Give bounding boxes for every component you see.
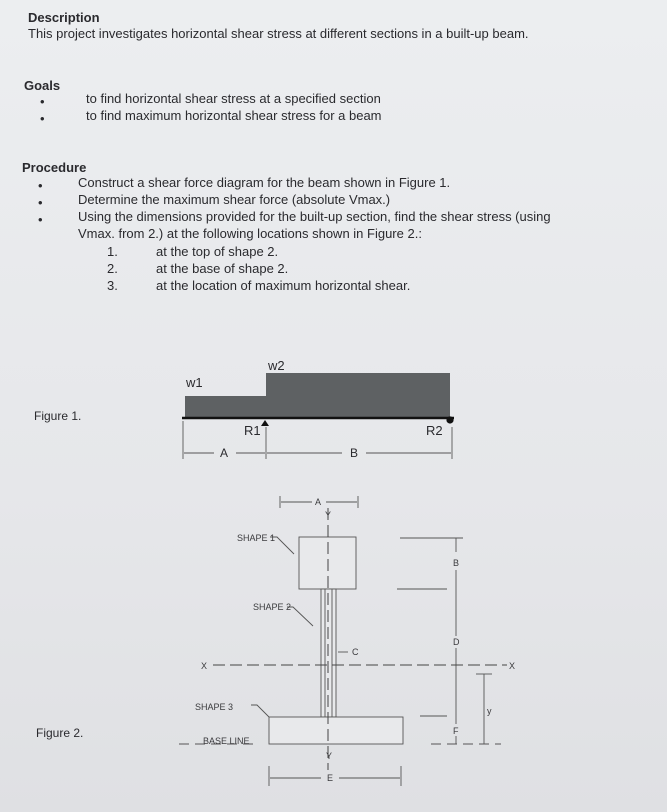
base-line-label: BASE LINE	[203, 736, 250, 746]
dim-y-label: y	[487, 706, 492, 716]
dim-a-label: A	[220, 446, 229, 460]
figure-2-label: Figure 2.	[36, 726, 84, 740]
shape-2-label: SHAPE 2	[253, 602, 292, 612]
r2-label: R2	[426, 423, 443, 438]
load-w1-block	[185, 396, 268, 417]
procedure-item-1: Construct a shear force diagram for the beam shown in Figure 1.	[78, 175, 451, 190]
shape-3-label: SHAPE 3	[195, 702, 234, 712]
x-axis-right-label: X	[509, 661, 516, 671]
goals-bullet: •	[40, 111, 45, 126]
y-axis-top-label: Y	[325, 510, 332, 520]
dim-a-label: A	[315, 497, 322, 507]
load-w2-block	[266, 373, 450, 417]
sub-item-number: 1.	[107, 244, 118, 259]
dim-d-label: D	[453, 637, 460, 647]
dim-e-label: E	[327, 773, 334, 783]
sub-item-text: at the base of shape 2.	[156, 261, 289, 276]
support-r2-icon	[446, 416, 453, 423]
figure-1-beam-diagram	[170, 345, 470, 470]
procedure-item-3: Using the dimensions provided for the built-up section, find the shear stress (using	[78, 209, 551, 224]
sub-item-number: 2.	[107, 261, 118, 276]
goals-heading: Goals	[24, 78, 61, 93]
description-heading: Description	[28, 10, 100, 25]
dim-b-label: B	[453, 558, 460, 568]
procedure-item-3-cont: Vmax. from 2.) at the following locations shown in Figure 2.:	[78, 226, 422, 241]
procedure-bullet: •	[38, 195, 43, 210]
support-r1-icon	[261, 420, 269, 426]
shape-3-leader	[251, 705, 269, 717]
figure-1-label: Figure 1.	[34, 409, 82, 423]
sub-item-number: 3.	[107, 278, 118, 293]
w2-label: w2	[268, 358, 285, 373]
procedure-bullet: •	[38, 212, 43, 227]
figure-2-section-diagram	[175, 488, 520, 793]
sub-item-text: at the top of shape 2.	[156, 244, 279, 259]
goals-item-1: to find horizontal shear stress at a specified section	[86, 91, 381, 106]
procedure-heading: Procedure	[22, 160, 87, 175]
dim-b-label: B	[350, 446, 359, 460]
goals-item-2: to find maximum horizontal shear stress for a beam	[86, 108, 382, 123]
r1-label: R1	[244, 423, 261, 438]
procedure-item-2: Determine the maximum shear force (absolute Vmax.)	[78, 192, 391, 207]
y-axis-bottom-label: Y	[326, 751, 333, 761]
shape-1-label: SHAPE 1	[237, 533, 276, 543]
dim-f-label: F	[453, 726, 459, 736]
dim-c-label: C	[352, 647, 359, 657]
shape-3-rect	[269, 717, 403, 744]
goals-bullet: •	[40, 94, 45, 109]
procedure-bullet: •	[38, 178, 43, 193]
description-text: This project investigates horizontal shear stress at different sections in a built-up beam.	[28, 26, 529, 41]
sub-item-text: at the location of maximum horizontal shear.	[156, 278, 411, 293]
w1-label: w1	[186, 375, 203, 390]
x-axis-left-label: X	[201, 661, 208, 671]
